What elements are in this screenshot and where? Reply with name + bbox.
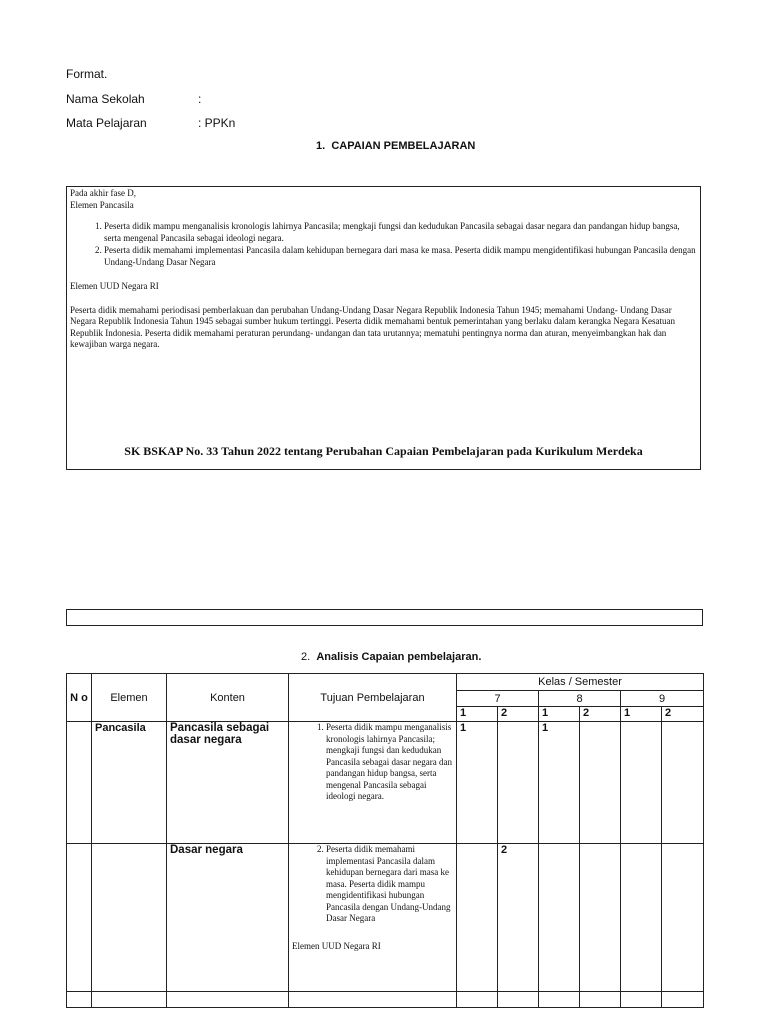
analysis-table xyxy=(66,673,704,1008)
cp-uud-paragraph: Peserta didik memahami periodisasi pemberlakuan dan perubahan Undang-Undang Dasar Negara Republik Indonesia Tahun 1945; memahami Undang- Undang Dasar Negara Republik Indonesia Tahun 1945 sebagai sumber hukum tertinggi. Peserta didik memahami bentuk pemerintahan yang berlaku dalam kerangka Negara Kesatuan Republik Indonesia. Peserta didik memahami peraturan perundang- undangan dan tata urutannya; mematuhi pentingnya norma dan aturan, menyeimbangkan hak dan kewajiban warga negara. xyxy=(70,304,676,349)
empty-cell xyxy=(580,992,621,1008)
empty-cell xyxy=(539,992,580,1008)
empty-box xyxy=(66,609,703,626)
mark-cell xyxy=(621,844,662,992)
cp-list-item: 2. Peserta didik memahami implementasi Pancasila dalam kehidupan bernegara dari masa ke masa. Peserta didik mampu mengidentifikasi hubungan Pancasila dengan Undang-Undang Dasar Negara xyxy=(104,245,697,268)
mark-cell xyxy=(457,844,498,992)
header-no: N o xyxy=(67,674,92,722)
empty-cell xyxy=(457,992,498,1008)
row-elemen: Pancasila xyxy=(92,722,167,844)
empty-cell xyxy=(621,992,662,1008)
mark-cell xyxy=(662,722,704,844)
empty-cell xyxy=(498,992,539,1008)
cp-pancasila-list xyxy=(70,221,697,268)
mark-cell: 1 xyxy=(539,722,580,844)
cp-uud-heading: Elemen UUD Negara RI xyxy=(70,281,159,291)
mark-cell xyxy=(662,844,704,992)
mark-cell xyxy=(539,844,580,992)
section1-number: 1. xyxy=(316,140,326,152)
tp-list xyxy=(292,844,453,925)
tp-item: 2. Peserta didik memahami implementasi Pancasila dalam kehidupan bernegara dari masa ke masa. Peserta didik mampu mengidentifikasi hubungan Pancasila dengan Undang-Undang Dasar Negara xyxy=(326,844,453,925)
mark-cell: 1 xyxy=(457,722,498,844)
section2-text: Analisis Capaian pembelajaran. xyxy=(316,651,482,663)
row-elemen xyxy=(92,844,167,992)
mark-cell xyxy=(621,722,662,844)
school-value: : xyxy=(198,92,202,106)
cp-list-item: 1. Peserta didik mampu menganalisis kronologis lahirnya Pancasila; mengkaji fungsi dan kedudukan Pancasila sebagai dasar negara dan pandangan hidup bangsa, serta mengenal Pancasila sebagai ideologi negara. xyxy=(104,221,697,244)
semester-cell: 1 xyxy=(457,707,498,722)
header-konten: Konten xyxy=(167,674,289,722)
row-tujuan xyxy=(289,722,457,844)
semester-cell: 1 xyxy=(539,707,580,722)
empty-cell xyxy=(167,992,289,1008)
grade-8: 8 xyxy=(539,691,621,707)
mark-cell xyxy=(580,722,621,844)
semester-cell: 1 xyxy=(621,707,662,722)
section1-title xyxy=(316,140,475,152)
table-row xyxy=(67,844,704,992)
table-row-empty xyxy=(67,992,704,1008)
empty-cell xyxy=(662,992,704,1008)
capaian-pembelajaran-box xyxy=(66,186,701,470)
subject-row xyxy=(66,116,235,130)
row-konten: Dasar negara xyxy=(167,844,289,992)
mark-cell: 2 xyxy=(498,844,539,992)
subject-label: Mata Pelajaran xyxy=(66,116,147,130)
school-label: Nama Sekolah xyxy=(66,92,145,106)
semester-cell: 2 xyxy=(580,707,621,722)
section2-number: 2. xyxy=(301,651,311,663)
semester-cell: 2 xyxy=(662,707,704,722)
subject-value: : PPKn xyxy=(198,116,236,130)
section2-title xyxy=(301,651,481,663)
tp-note: Elemen UUD Negara RI xyxy=(292,940,381,951)
row-no xyxy=(67,722,92,844)
row-no xyxy=(67,844,92,992)
row-konten: Pancasila sebagai dasar negara xyxy=(167,722,289,844)
semester-cell: 2 xyxy=(498,707,539,722)
header-elemen: Elemen xyxy=(92,674,167,722)
empty-cell xyxy=(67,992,92,1008)
empty-cell xyxy=(92,992,167,1008)
tp-item: 1. Peserta didik mampu menganalisis kronologis lahirnya Pancasila; mengkaji fungsi dan kedudukan Pancasila sebagai dasar negara dan pandangan hidup bangsa, serta mengenal Pancasila sebagai ideologi negara. xyxy=(326,722,453,803)
mark-cell xyxy=(580,844,621,992)
sk-bskap-reference: SK BSKAP No. 33 Tahun 2022 tentang Perubahan Capaian Pembelajaran pada Kurikulum Merdeka xyxy=(124,444,643,458)
grade-9: 9 xyxy=(621,691,704,707)
cp-intro-line1: Pada akhir fase D, xyxy=(70,188,136,198)
header-tujuan: Tujuan Pembelajaran xyxy=(289,674,457,722)
table-row xyxy=(67,722,704,844)
mark-cell xyxy=(498,722,539,844)
format-label: Format. xyxy=(66,67,108,81)
empty-cell xyxy=(289,992,457,1008)
header-kelas-semester: Kelas / Semester xyxy=(457,674,704,691)
grade-7: 7 xyxy=(457,691,539,707)
school-row xyxy=(66,92,201,106)
row-tujuan xyxy=(289,844,457,992)
section1-text: CAPAIAN PEMBELAJARAN xyxy=(331,140,476,152)
cp-intro-line2: Elemen Pancasila xyxy=(70,199,134,210)
tp-list xyxy=(292,722,453,803)
